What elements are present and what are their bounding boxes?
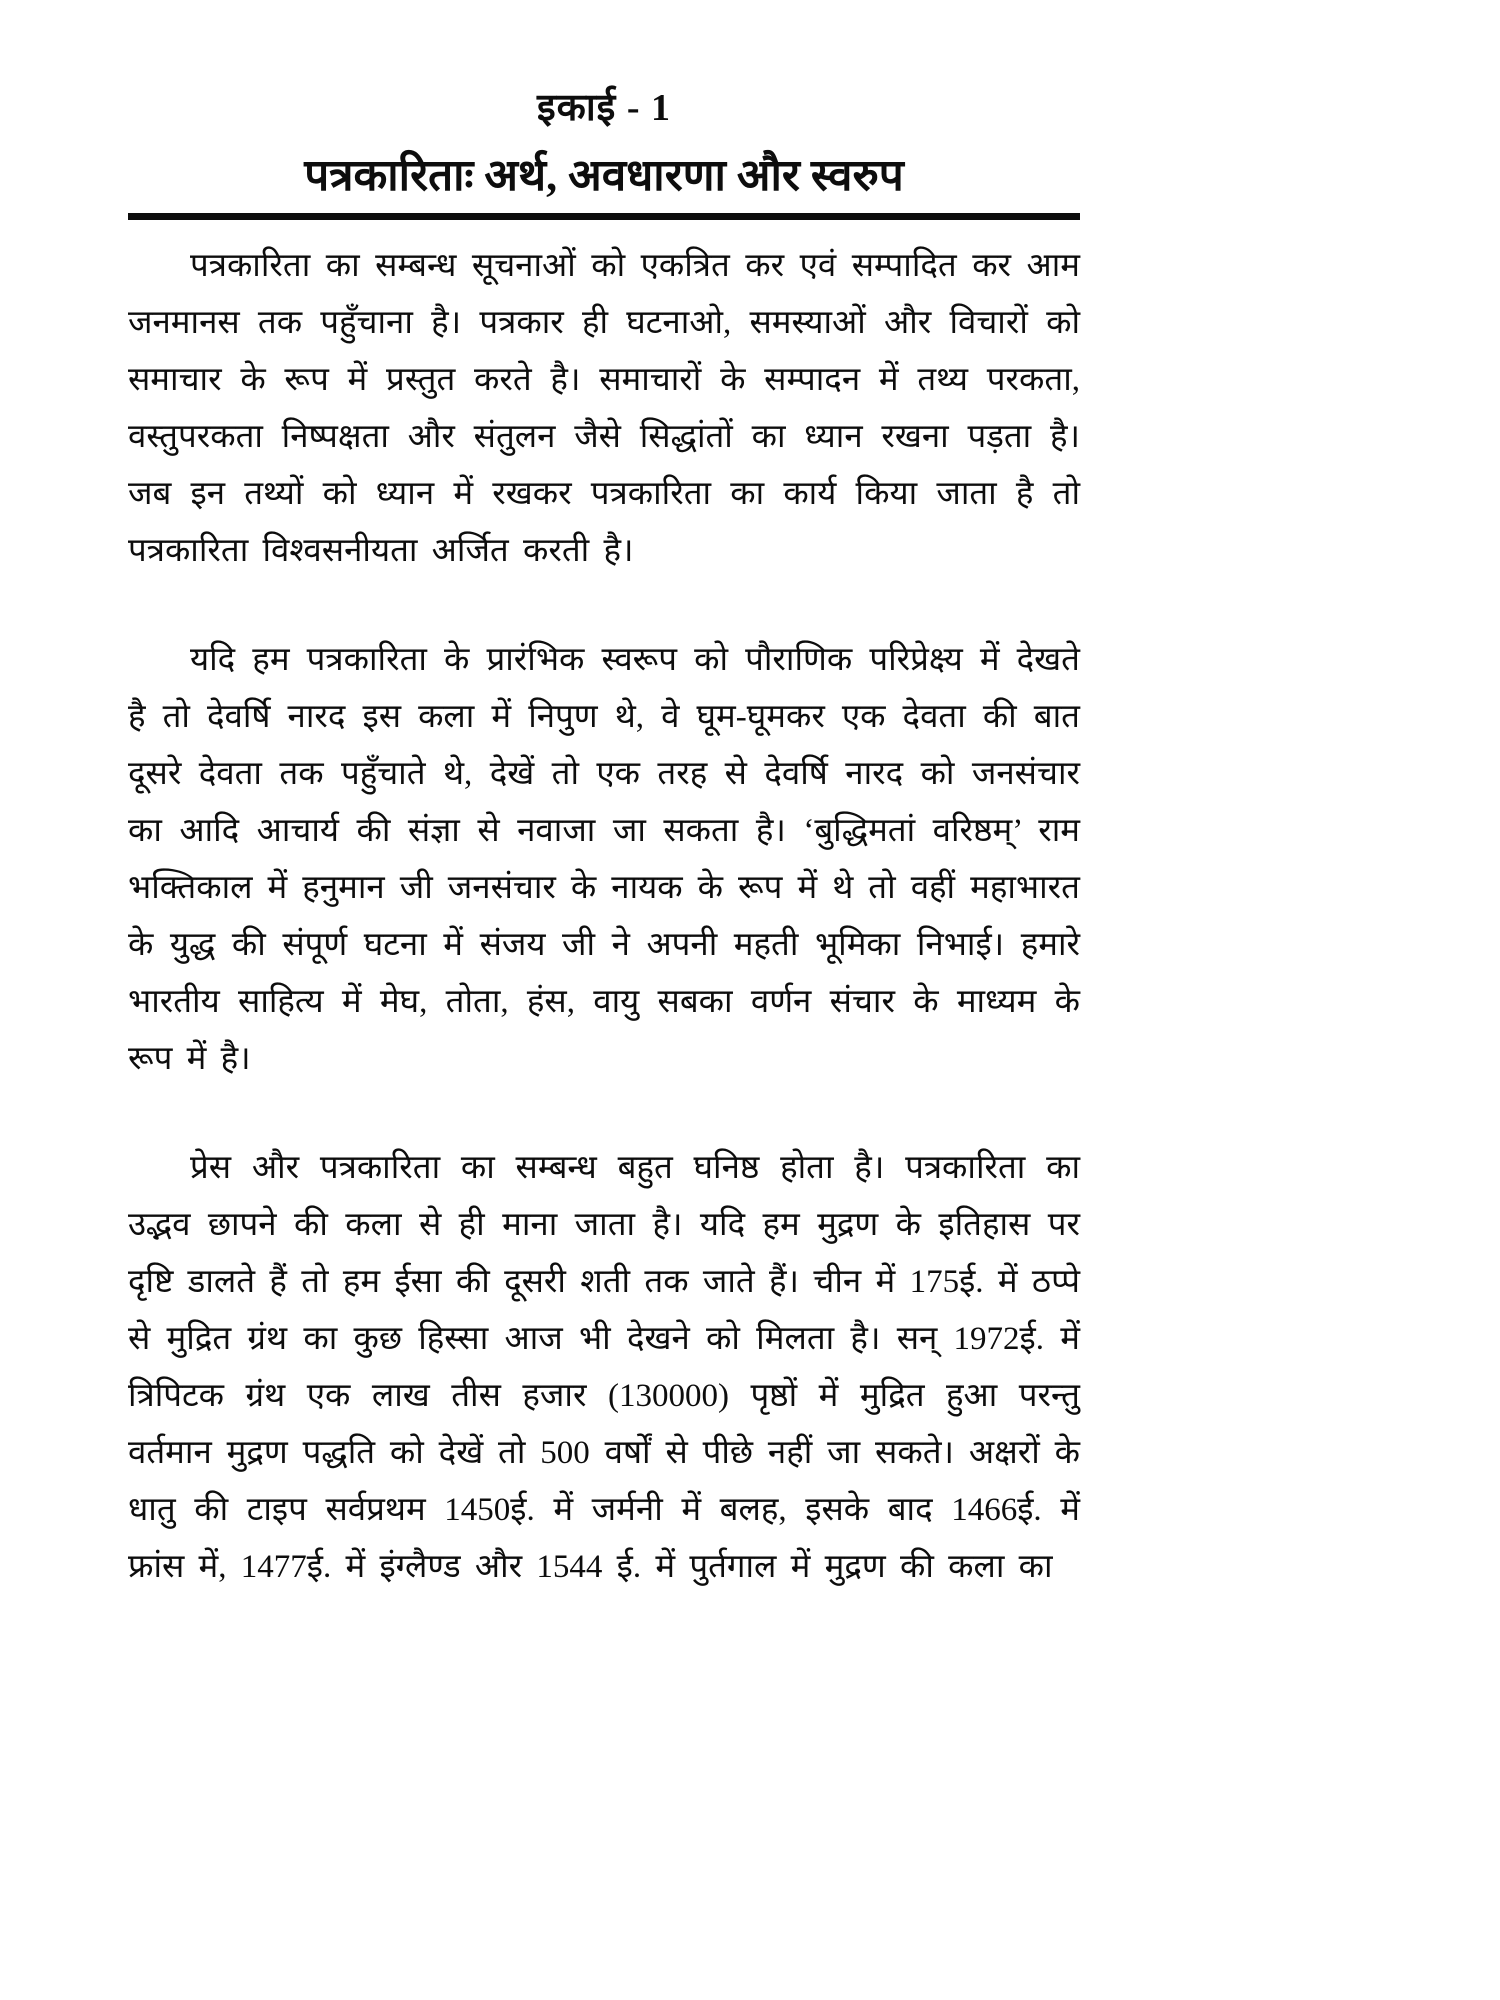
- body-text: [128, 238, 1080, 1596]
- paragraph-3: प्रेस और पत्रकारिता का सम्बन्ध बहुत घनिष्ठ होता है। पत्रकारिता का उद्भव छापने की कला से ही माना जाता है। यदि हम मुद्रण के इतिहास पर दृष्टि डालते हैं तो हम ईसा की दूसरी शती तक जाते हैं। चीन में 175ई. में ठप्पे से मुद्रित ग्रंथ का कुछ हिस्सा आज भी देखने को मिलता है। सन् 1972ई. में त्रिपिटक ग्रंथ एक लाख तीस हजार (130000) पृष्ठों में मुद्रित हुआ परन्तु वर्तमान मुद्रण पद्धति को देखें तो 500 वर्षों से पीछे नहीं जा सकते। अक्षरों के धातु की टाइप सर्वप्रथम 1450ई. में जर्मनी में बलह, इसके बाद 1466ई. में फ्रांस में, 1477ई. में इंग्लैण्ड और 1544 ई. में पुर्तगाल में मुद्रण की कला का: [128, 1149, 1080, 1585]
- page-content: [128, 80, 1080, 1596]
- page-title: पत्रकारिताः अर्थ, अवधारणा और स्वरुप: [304, 151, 904, 200]
- paragraph-2: यदि हम पत्रकारिता के प्रारंभिक स्वरूप को पौराणिक परिप्रेक्ष्य में देखते है तो देवर्षि नारद इस कला में निपुण थे, वे घूम-घूमकर एक देवता की बात दूसरे देवता तक पहुँचाते थे, देखें तो एक तरह से देवर्षि नारद को जनसंचार का आदि आचार्य की संज्ञा से नवाजा जा सकता है। ‘बुद्धिमतां वरिष्ठम्’ राम भक्तिकाल में हनुमान जी जनसंचार के नायक के रूप में थे तो वहीं महाभारत के युद्ध की संपूर्ण घटना में संजय जी ने अपनी महती भूमिका निभाई। हमारे भारतीय साहित्य में मेघ, तोता, हंस, वायु सबका वर्णन संचार के माध्यम के रूप में है।: [128, 641, 1080, 1077]
- paragraph-1: पत्रकारिता का सम्बन्ध सूचनाओं को एकत्रित कर एवं सम्पादित कर आम जनमानस तक पहुँचाना है। पत्रकार ही घटनाओ, समस्याओं और विचारों को समाचार के रूप में प्रस्तुत करते है। समाचारों के सम्पादन में तथ्य परकता, वस्तुपरकता निष्पक्षता और संतुलन जैसे सिद्धांतों का ध्यान रखना पड़ता है। जब इन तथ्यों को ध्यान में रखकर पत्रकारिता का कार्य किया जाता है तो पत्रकारिता विश्वसनीयता अर्जित करती है।: [128, 247, 1080, 569]
- heading-underline-rule: [128, 213, 1080, 220]
- unit-label: इकाई - 1: [537, 87, 671, 129]
